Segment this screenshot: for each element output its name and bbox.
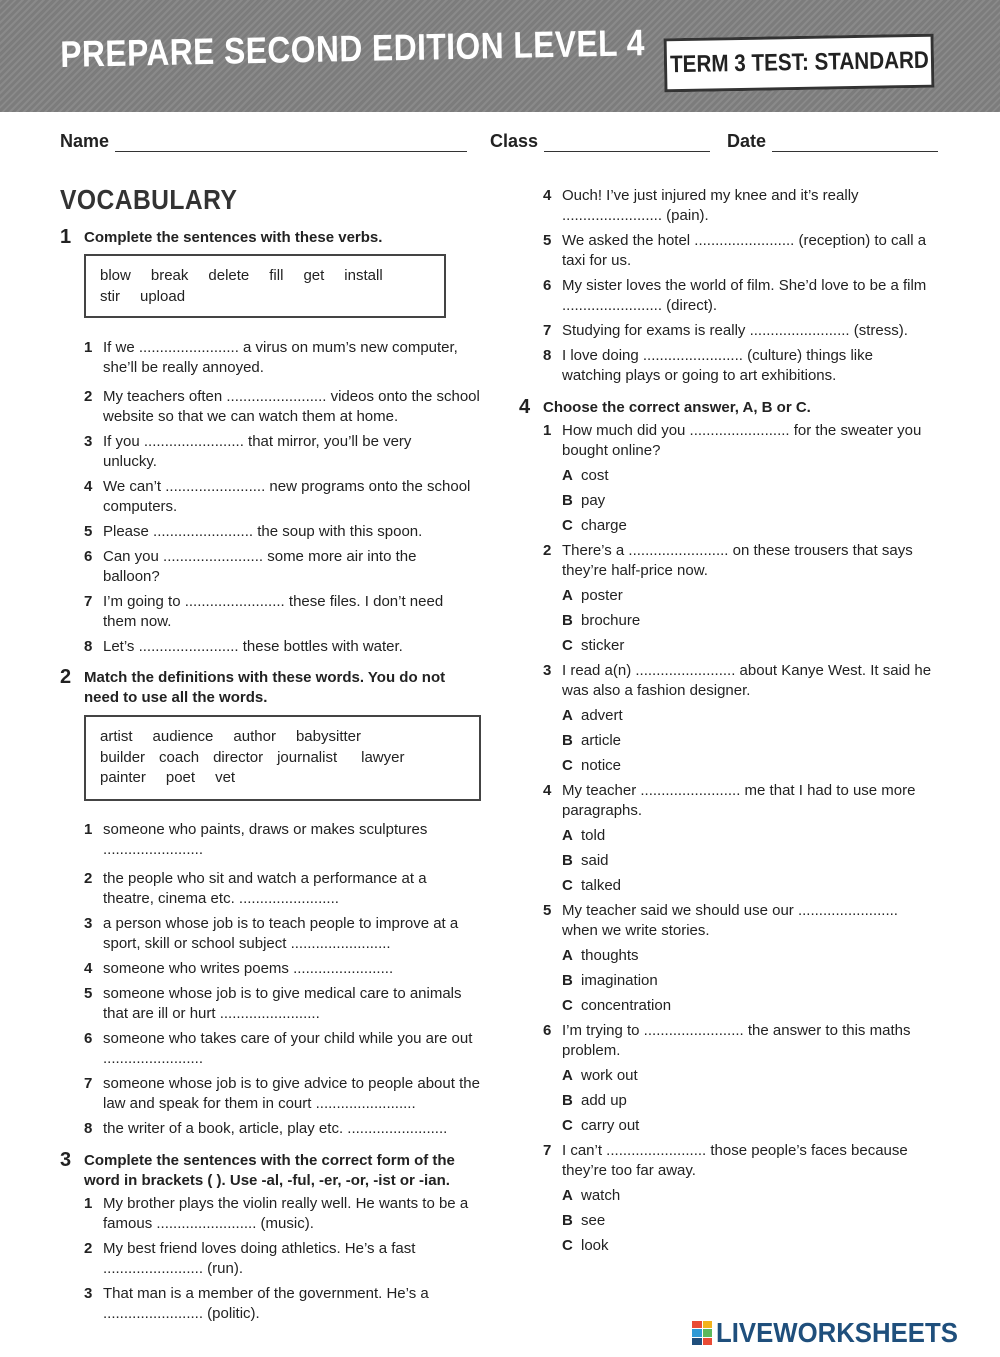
item-text: I’m going to ........................ these files. I don’t need them now. [103,593,444,630]
word-box-1 [84,254,446,318]
test-badge-label: TERM 3 TEST: STANDARD [669,46,929,79]
item-text: If we ........................ a virus on mum’s new computer, she’ll be really annoyed. [103,339,458,376]
item-text: a person whose job is to teach people to improve at a sport, skill or school subject ........................ [103,915,459,952]
student-info-row [60,131,940,155]
item-text: the writer of a book, article, play etc. ........................ [103,1120,448,1137]
word: author [233,728,276,745]
item-text: I can’t ........................ those people’s faces because they’re too far away. [562,1142,908,1179]
exercise-number: 3 [60,1149,72,1171]
date-line[interactable] [772,133,938,152]
liveworksheets-logo [692,1316,979,1350]
item-text: We asked the hotel ........................ (reception) to call a taxi for us. [562,232,927,269]
item-number: 5 [543,232,552,249]
logo-text: LIVEWORKSHEETS [716,1317,958,1348]
item-text: If you ........................ that mirror, you’ll be very unlucky. [103,433,412,470]
word: install [344,267,383,284]
date-label: Date [727,131,767,151]
item-number: 6 [543,277,552,294]
date-field[interactable] [727,131,938,152]
item-text: There’s a ........................ on these trousers that says they’re half-price now. [562,542,913,579]
item-text: My brother plays the violin really well. He wants to be a famous ........................ (music). [103,1195,469,1232]
name-label: Name [60,131,110,151]
item-text: My best friend loves doing athletics. He’s a fast ........................ (run). [103,1240,416,1277]
item-text: I read a(n) ........................ about Kanye West. It said he was also a fashion designer. [562,662,932,699]
exercise-number: 1 [60,226,72,248]
item-text: someone who paints, draws or makes sculptures ........................ [103,821,428,858]
word: stir [100,287,120,305]
item-number: 1 [84,339,93,356]
word: poet [165,769,196,786]
item-text: someone who writes poems ........................ [103,960,394,977]
item-number: 5 [84,523,93,540]
word: journalist [277,748,338,766]
item-number: 7 [543,1142,552,1159]
exercise-instruction: Complete the sentences with these verbs. [84,229,383,246]
item-text: That man is a member of the government. He’s a ........................ (politic). [103,1285,429,1322]
word: builder [100,748,146,766]
item-number: 4 [84,960,93,977]
item-number: 2 [543,542,552,559]
name-line[interactable] [115,133,467,152]
word: fill [269,267,284,284]
item-text: Please ........................ the soup with this spoon. [103,523,423,540]
class-field[interactable] [490,131,710,152]
item-text: someone whose job is to give advice to people about the law and speak for them in court ........................ [103,1075,480,1112]
item-text: My teacher said we should use our ........................ when we write stories. [562,902,898,939]
word: get [303,267,325,284]
exercise-number: 4 [519,396,531,418]
item-number: 7 [84,593,93,610]
word-box-2 [84,715,481,801]
item-number: 7 [84,1075,93,1092]
word: coach [159,748,200,766]
item-number: 8 [84,638,93,655]
item-text: Let’s ........................ these bottles with water. [103,638,403,655]
item-text: Ouch! I’ve just injured my knee and it’s really ........................ (pain). [562,187,859,224]
word: upload [140,287,186,305]
item-number: 1 [84,821,93,838]
class-line[interactable] [544,133,710,152]
item-text: Studying for exams is really ........................ (stress). [562,322,908,339]
class-label: Class [490,131,539,151]
item-number: 4 [543,187,552,204]
item-number: 1 [543,422,552,439]
section-title: VOCABULARY [60,184,238,215]
item-text: How much did you ........................ for the sweater you bought online? [562,422,922,459]
item-text: someone whose job is to give medical care to animals that are ill or hurt ........................ [103,985,462,1022]
exercise-instruction: Choose the correct answer, A, B or C. [543,399,811,416]
item-number: 1 [84,1195,93,1212]
item-number: 2 [84,870,93,887]
item-text: My sister loves the world of film. She’d love to be a film ........................ (direct). [562,277,927,314]
item-number: 6 [84,548,93,565]
exercise-instruction: Complete the sentences with the correct form of the word in brackets ( ). Use -al, -ful, -er, -or, -ist or -ian. [84,1152,455,1189]
item-number: 6 [84,1030,93,1047]
name-field[interactable] [60,131,467,152]
item-text: We can’t ........................ new programs onto the school computers. [103,478,471,515]
item-number: 4 [84,478,93,495]
exercise-instruction: Match the definitions with these words. You do not need to use all the words. [84,669,446,706]
item-text: My teacher ........................ me that I had to use more paragraphs. [562,782,916,819]
word: director [213,748,264,766]
word: artist [100,728,133,745]
item-number: 7 [543,322,552,339]
item-number: 4 [543,782,552,799]
item-text: someone who takes care of your child while you are out ........................ [103,1030,473,1067]
word: delete [208,267,250,284]
item-text: I love doing ........................ (culture) things like watching plays or going to art exhibitions. [562,347,873,384]
item-number: 8 [543,347,552,364]
item-number: 6 [543,1022,552,1039]
header-banner [0,0,1000,112]
header-title: PREPARE SECOND EDITION LEVEL 4 [60,22,646,75]
word: blow [100,267,131,284]
word: babysitter [295,728,361,745]
item-text: I’m trying to ........................ the answer to this maths problem. [562,1022,911,1059]
logo-mark-icon [692,1321,712,1345]
word: audience [152,728,214,745]
test-badge [664,34,935,93]
item-number: 8 [84,1120,93,1137]
item-number: 3 [84,433,93,450]
item-number: 3 [84,1285,93,1302]
item-number: 3 [84,915,93,932]
word: vet [215,769,236,786]
item-number: 3 [543,662,552,679]
item-text: Can you ........................ some more air into the balloon? [103,548,417,585]
word: lawyer [361,748,405,766]
exercise-number: 2 [60,666,72,688]
item-number: 2 [84,1240,93,1257]
word: painter [100,769,146,786]
item-number: 5 [543,902,552,919]
word: break [150,267,189,284]
item-text: the people who sit and watch a performance at a theatre, cinema etc. ........................ [103,870,427,907]
item-number: 2 [84,388,93,405]
item-text: My teachers often ........................ videos onto the school website so that we can watch them at home. [103,388,480,425]
item-number: 5 [84,985,93,1002]
